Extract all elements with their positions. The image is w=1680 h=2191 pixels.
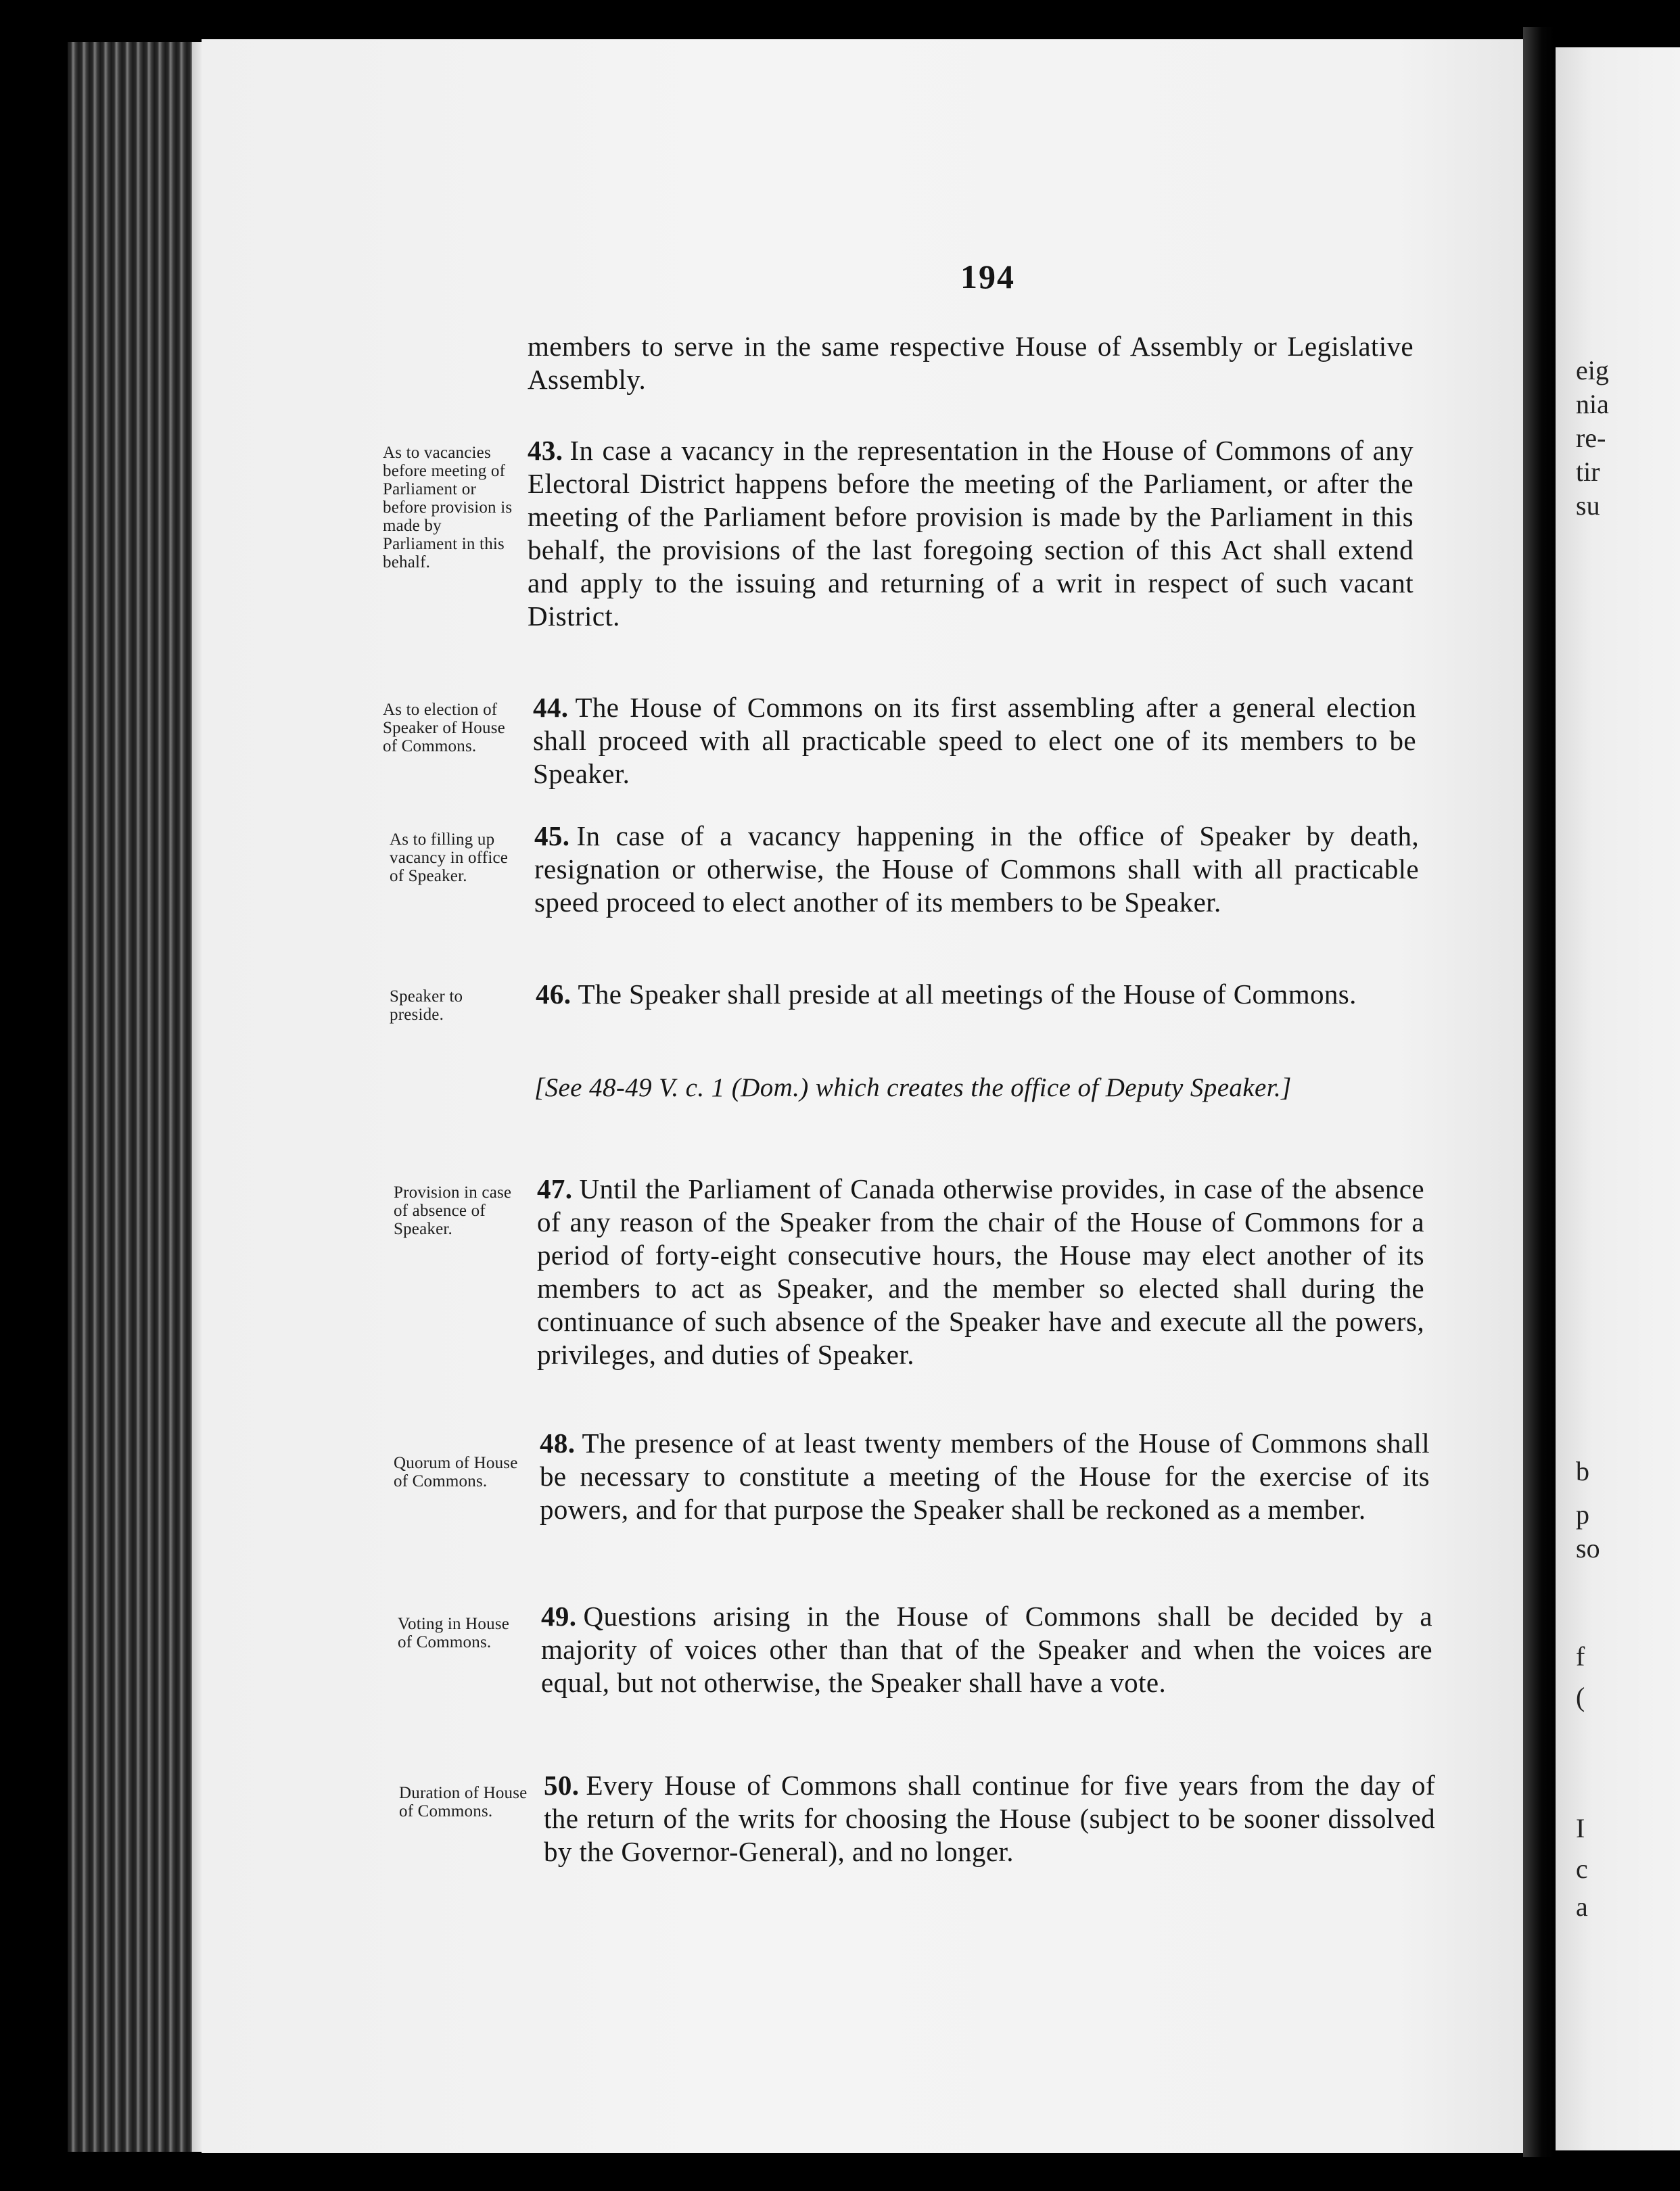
next-page-fragment: c xyxy=(1576,1854,1588,1884)
section-text: The Speaker shall preside at all meetings of the House of Commons. xyxy=(578,979,1357,1010)
next-page-fragment: su xyxy=(1576,490,1600,521)
next-page-edge xyxy=(1556,47,1680,2150)
margin-note-50: Duration of House of Commons. xyxy=(399,1784,528,1820)
next-page-fragment: I xyxy=(1576,1813,1585,1843)
margin-note-49: Voting in House of Commons. xyxy=(398,1615,510,1651)
section-text: In case a vacancy in the representation in the House of Commons of any Electoral District happens before the meeting of the Parliament, or after the meeting of the Parliament before provision is made by the Parliament in this behalf, the provisions of the last foregoing section of this Act shall extend and apply to the issuing and returning of a writ in respect of such vacant District. xyxy=(528,435,1414,632)
section-44 xyxy=(533,691,1416,791)
next-page-fragment: ( xyxy=(1576,1682,1585,1712)
next-page-fragment: p xyxy=(1576,1499,1589,1530)
margin-note-48: Quorum of House of Commons. xyxy=(394,1454,518,1490)
margin-note-47: Provision in case of absence of Speaker. xyxy=(394,1183,512,1238)
margin-note-44: As to election of Speaker of House of Commons. xyxy=(383,701,505,755)
section-text: Until the Parliament of Canada otherwise provides, in case of the absence of any reason of the Speaker from the chair of the House of Commons for a period of forty-eight consecutive hours, the House may elect another of its members to act as Speaker, and the member so elected shall during the continuance of such absence of the Speaker have and execute all the powers, privileges, and duties of Speaker. xyxy=(537,1173,1424,1370)
margin-note-46: Speaker to preside. xyxy=(390,987,463,1024)
section-text: In case of a vacancy happening in the office of Speaker by death, resignation or otherwise, the House of Commons shall with all practicable speed proceed to elect another of its members to be Speaker. xyxy=(534,820,1419,918)
next-page-fragment: a xyxy=(1576,1891,1588,1922)
next-page-fragment: f xyxy=(1576,1641,1585,1672)
margin-note-45: As to filling up vacancy in office of Speaker. xyxy=(390,830,509,885)
section-number: 49. xyxy=(541,1601,577,1632)
section-number: 43. xyxy=(528,435,563,466)
section-number: 45. xyxy=(534,820,570,851)
margin-note-43: As to vacancies before meeting of Parliament or before provision is made by Parliament in this behalf. xyxy=(383,444,513,571)
section-number: 46. xyxy=(536,979,571,1010)
next-page-fragment: eig xyxy=(1576,355,1609,385)
section-number: 47. xyxy=(537,1173,573,1204)
section-text: The presence of at least twenty members of the House of Commons shall be necessary to constitute a meeting of the House for the exercise of its powers, and for that purpose the Speaker shall be reckoned as a member. xyxy=(540,1428,1430,1525)
continuation-paragraph: members to serve in the same respective House of Assembly or Legislative Assembly. xyxy=(528,331,1414,395)
section-text: Every House of Commons shall continue for five years from the day of the return of the writs for choosing the House (subject to be sooner dissolved by the Governor-General), and no longer. xyxy=(544,1770,1435,1867)
section-46 xyxy=(536,978,1422,1011)
next-page-fragment: b xyxy=(1576,1456,1589,1486)
next-page-fragment: tir xyxy=(1576,456,1600,487)
section-text: The House of Commons on its first assembling after a general election shall proceed with all practicable speed to elect one of its members to be Speaker. xyxy=(533,692,1416,789)
section-number: 50. xyxy=(544,1770,580,1801)
page-stack-edge xyxy=(68,42,203,2152)
section-43 xyxy=(528,434,1414,633)
section-47 xyxy=(537,1173,1424,1371)
section-text: Questions arising in the House of Commons shall be decided by a majority of voices other than that of the Speaker and when the voices are equal, but not otherwise, the Speaker shall have a vote. xyxy=(541,1601,1432,1698)
section-number: 44. xyxy=(533,692,569,723)
next-page-fragment: re- xyxy=(1576,423,1606,453)
section-45 xyxy=(534,820,1419,919)
section-49 xyxy=(541,1600,1432,1699)
page-number: 194 xyxy=(960,258,1015,296)
book-gutter xyxy=(1523,27,1554,2157)
next-page-fragment: so xyxy=(1576,1533,1600,1563)
editorial-note: [See 48-49 V. c. 1 (Dom.) which creates the office of Deputy Speaker.] xyxy=(534,1073,1292,1102)
book-page xyxy=(202,39,1529,2153)
section-50 xyxy=(544,1769,1435,1868)
next-page-fragment: nia xyxy=(1576,389,1609,419)
section-48 xyxy=(540,1427,1430,1526)
section-number: 48. xyxy=(540,1428,576,1459)
